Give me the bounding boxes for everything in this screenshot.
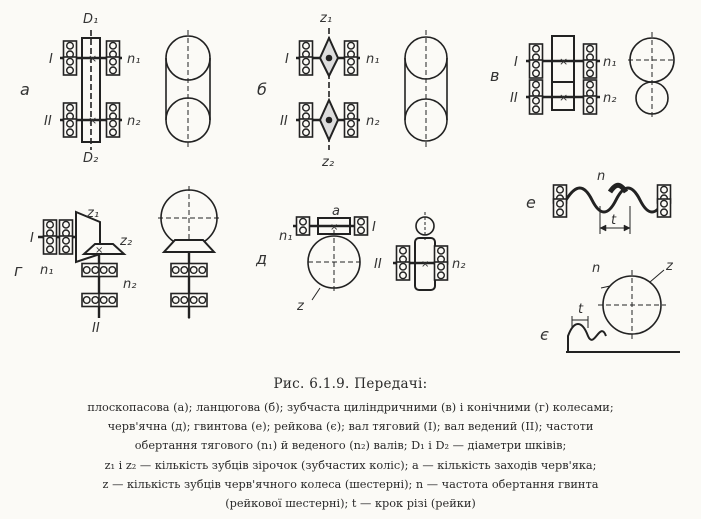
svg-text:×: ×: [88, 52, 98, 65]
label-d: д: [256, 249, 268, 268]
label-n2-d: n₂: [452, 257, 466, 272]
label-II-g: II: [92, 321, 100, 336]
svg-text:×: ×: [421, 259, 430, 270]
svg-text:×: ×: [330, 222, 339, 233]
label-n1-v: n₁: [603, 55, 617, 70]
label-e: е: [526, 193, 536, 212]
caption-line: z — кількість зубців черв'ячного колеса (шестерні); n — частота обертання гвинта: [102, 477, 599, 491]
label-II-a: II: [44, 114, 52, 129]
label-z2-g: z₂: [120, 234, 133, 249]
label-I-d: I: [372, 220, 376, 235]
worm-gear-drive: [293, 212, 448, 300]
label-z1-b: z₁: [320, 11, 333, 26]
caption-line: z₁ і z₂ — кількість зубців зірочок (зубчастих коліс); a — кількість заходів черв'яка;: [104, 458, 597, 472]
label-alpha: a: [332, 204, 340, 219]
label-z-d: z: [297, 299, 304, 314]
label-n1-d: n₁: [279, 229, 293, 244]
label-z2-b: z₂: [322, 155, 335, 170]
label-n1-a: n₁: [127, 52, 141, 67]
label-I-g: I: [30, 231, 34, 246]
caption-line: черв'ячна (д); гвинтова (е); рейкова (є); вал тяговий (I); вал ведений (II); частоти: [107, 420, 594, 434]
label-n1-b: n₁: [366, 52, 380, 67]
label-n1-g: n₁: [40, 263, 54, 278]
label-n2-a: n₂: [127, 114, 141, 129]
caption-line: (рейкової шестерні); t — крок різі (рейки): [225, 497, 476, 511]
svg-text:×: ×: [88, 114, 98, 127]
chain-drive: [296, 28, 447, 150]
label-z1-g: z₁: [87, 206, 100, 221]
label-II-b: II: [280, 114, 288, 129]
label-D1: D₁: [83, 12, 99, 27]
label-n-ie: n: [592, 261, 601, 276]
spur-gear-drive: [526, 32, 676, 120]
label-D2: D₂: [83, 151, 99, 166]
label-t-e: t: [611, 213, 617, 228]
figure-caption-body: [8, 398, 693, 513]
label-ie: є: [540, 325, 549, 344]
label-t-ie: t: [578, 302, 584, 317]
label-b: б: [257, 80, 267, 99]
label-n2-b: n₂: [366, 114, 380, 129]
label-n2-v: n₂: [603, 91, 617, 106]
label-z-ie: z: [666, 259, 673, 274]
label-I-b: I: [285, 52, 289, 67]
bevel-gear-drive: [38, 186, 220, 320]
label-v: в: [490, 66, 500, 85]
svg-text:×: ×: [559, 91, 569, 104]
label-II-d: II: [374, 257, 382, 272]
label-II-v: II: [510, 91, 518, 106]
flat-belt-drive: [60, 30, 210, 150]
figure-caption-title: Рис. 6.1.9. Передачі:: [273, 376, 428, 392]
label-I-a: I: [49, 52, 53, 67]
caption-line: обертання тягового (n₁) й веденого (n₂) валів; D₁ і D₂ — діаметри шківів;: [134, 439, 567, 453]
label-n2-g: n₂: [123, 277, 137, 292]
label-g: г: [14, 261, 23, 280]
label-n-e: n: [597, 169, 606, 184]
svg-text:×: ×: [559, 55, 569, 68]
caption-line: плоскопасова (а); ланцюгова (б); зубчаста циліндричними (в) і конічними (г) колесами;: [87, 401, 614, 414]
label-a: а: [20, 80, 30, 99]
svg-text:×: ×: [95, 245, 104, 256]
label-I-v: I: [514, 55, 518, 70]
